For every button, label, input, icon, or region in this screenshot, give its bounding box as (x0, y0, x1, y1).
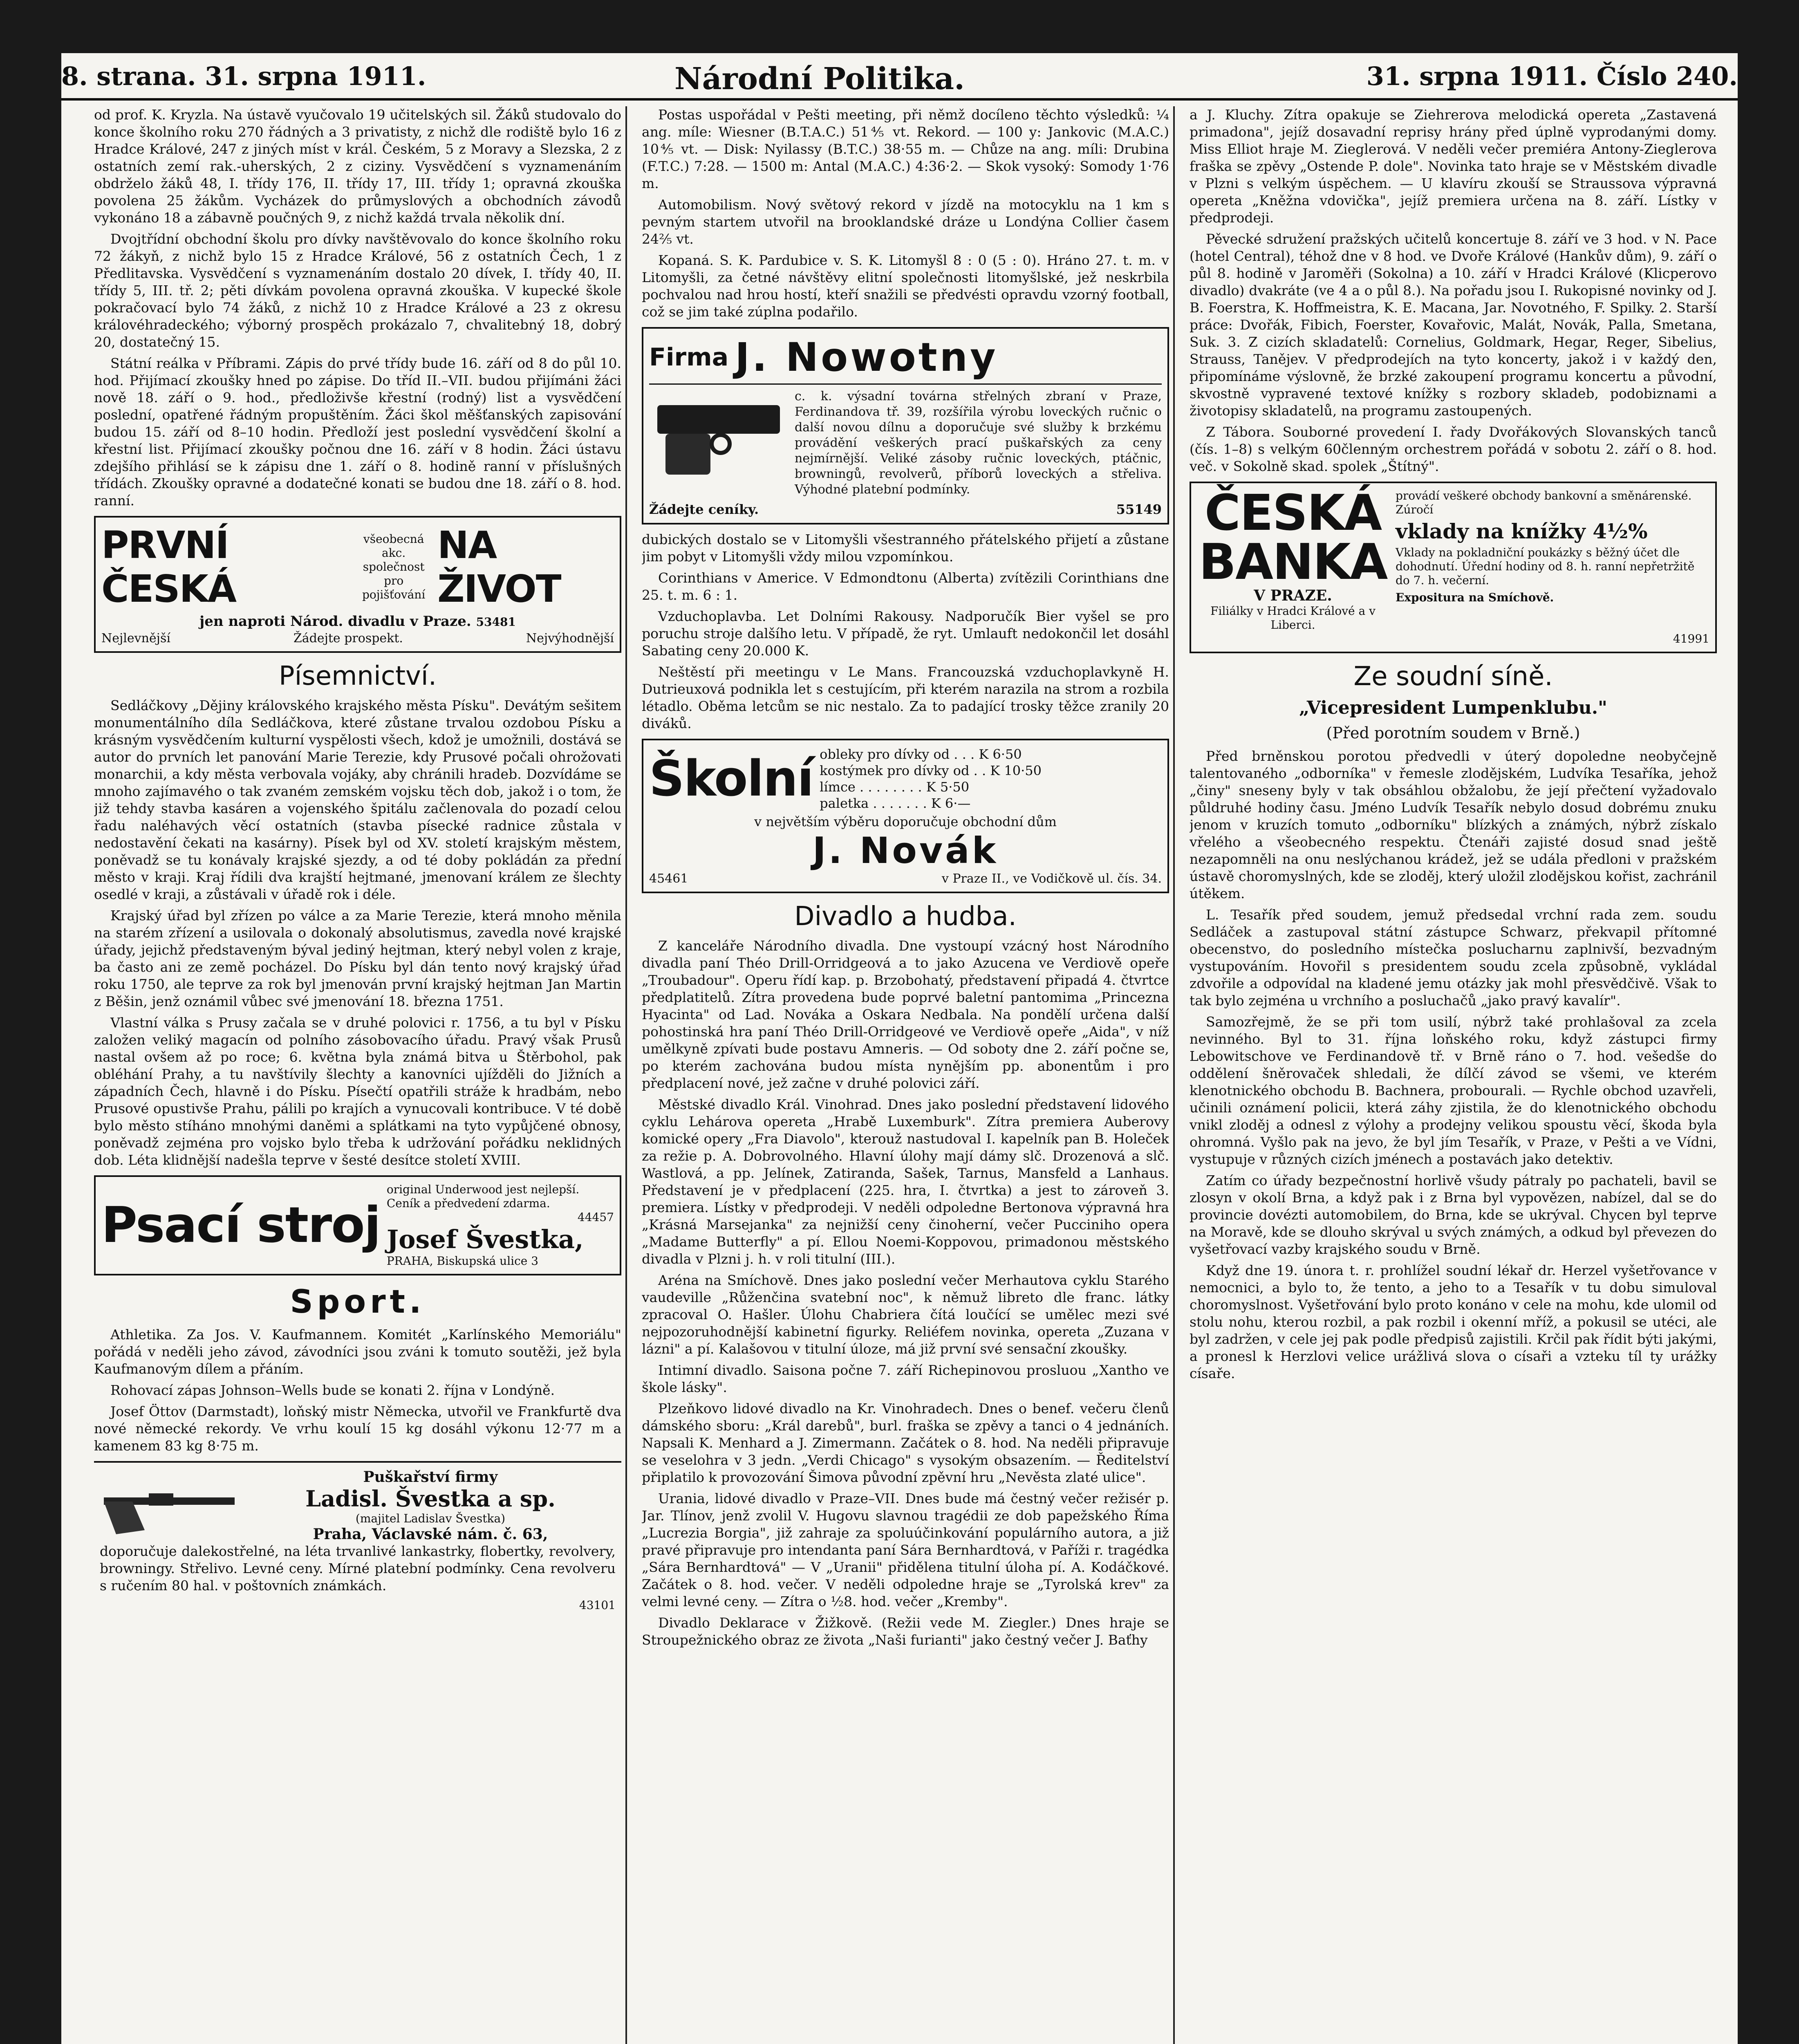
ad-address: PRAHA, Biskupská ulice 3 (386, 1254, 539, 1268)
masthead-title: Národní Politika. (674, 61, 965, 96)
article-paragraph: dubických dostalo se v Litomyšli všestranného přátelského přijetí a zůstane jim pobyt v Litomyšli vždy milou vzpomínkou. (642, 531, 1169, 565)
newspaper-page (61, 53, 1738, 2044)
column-3 (1190, 106, 1717, 2044)
ad-headline-1: ČESKÁ (1204, 485, 1382, 542)
insurance-advertisement (94, 516, 621, 653)
article-paragraph: Intimní divadlo. Saisona počne 7. září Richepinovou prosluou „Xantho ve škole lásky". (642, 1362, 1169, 1395)
rifle-illustration-icon (100, 1469, 239, 1542)
column-rule (1173, 106, 1175, 2044)
article-paragraph: Zatím co úřady bezpečnostní horlivě všudy pátraly po pachateli, bavil se zlosyn v okolí Brna, a když pak i z Brna byl vypovězen, nabízel, dal se do provincie dovézti automobilem, do Brna, kde se ukrýval. Chycen byl teprve na Moravě, kde se dlouho skrýval u svých známých, a odkud byl převezen do vyšetřovací vazby krajského soudu v Brně. (1190, 1172, 1717, 1257)
article-paragraph: Z kanceláře Národního divadla. Dne vystoupí vzácný host Národního divadla paní Théo Drill-Orridgeová a to jako Azucena ve Verdiově opeře „Troubadour". Operu řídí kap. p. Brzobohatý, představení připadá 4. čtvrtce předplatitelů. Zítra provedena bude poprvé baletní pantomima „Princezna Hyacinta" od Lad. Nováka a Oskara Nedbala. Na pondělí určena další pohostinská hra paní Théo Drill-Orridgeové ve Verdiově opeře „Aida", v níž umělkyně zpívati bude postavu Amneris. — Od soboty dne 2. září počne se, po kterém zachována budou místa nynějším pp. abonentům i pro předplacení nové, jež začne v druhé polovici září. (642, 938, 1169, 1091)
ad-address: v Praze II., ve Vodičkově ul. čís. 34. (941, 872, 1162, 886)
article-paragraph: Automobilism. Nový světový rekord v jízdě na motocyklu na 1 km s pevným startem utvořil na brooklandské dráze u Londýna Collier časem 24⅖ vt. (642, 197, 1169, 247)
article-paragraph: Dvojtřídní obchodní školu pro dívky navštěvovalo do konce školního roku 72 žákyň, z nichž bylo 15 z Hradce Králové, 56 z ostatních Čech, 1 z Předlitavska. Vysvědčení s vyznamenáním dostalo 20 dívek, I. třídy 40, II. třídy 5, III. tř. 2; pěti dívkám povolena opravná zkouška. V kupecké škole pokračovací bylo 74 žáků, z nichž 10 z Hradce Králové a 23 z okresu královéhradeckého; výborný prospěch prokázalo 7, chvalitebný 18, dobrý 20, dostatečný 15. (94, 231, 621, 350)
ad-code: 41991 (1673, 632, 1709, 645)
ad-headline-left: PRVNÍ ČESKÁ (101, 523, 236, 611)
section-heading: Písemnictví. (278, 661, 437, 691)
ad-call-to-action: Žádejte ceníky. (649, 502, 759, 517)
ad-text: Vklady na pokladniční poukázky s běžný účet dle dohodnutí. Úřední hodiny od 8. h. ranní nepřetržitě do 7. h. večerní. (1396, 546, 1695, 587)
ad-foot-middle: Žádejte prospekt. (293, 631, 403, 645)
ad-head: Puškařství firmy (363, 1468, 498, 1486)
ad-code: 44457 (577, 1210, 614, 1224)
ad-owner: (majitel Ladislav Švestka) (355, 1512, 506, 1525)
article-paragraph: Samozřejmě, že se při tom usilí, nýbrž také prohlašoval za zcela nevinného. Byl to 31. října loňského roku, když zástupci firmy Lebowitschove ve Ferdinandově tř. v Brně ráno o 7. hod. vešedše do oddělení šněrovaček shledali, že dílčí závod se všemi, ve kterém klenotnického obchodu B. Bachnera, probourali. — Rychle obchod uzavřeli, učinili oznámení policii, která záhy zjistila, že do klenotnického obchodu vnikl zloděj a odnesl z výlohy a prodejny velikou spoustu věcí, škoda byla ohromná. Vyšlo pak na jevo, že byl jím Tesařík, v Praze, v Pešti a ve Vídni, vystupuje v různých cizích jménech a postavách jako detektiv. (1190, 1014, 1717, 1167)
ad-code: 55149 (1116, 502, 1162, 517)
school-clothing-advertisement (642, 739, 1169, 893)
ad-text: c. k. výsadní továrna střelných zbraní v Praze, Ferdinandova tř. 39, rozšířila výrobu loveckých ručnic o další novou dílnu a doporučuje své služby k brzkému provádění veškerých prací puškařských za ceny nejmírnější. Veliké zásoby ručnic loveckých, ptáčnic, browningů, revolverů, příborů loveckých a střeliva. Výhodné platební podmínky. (795, 389, 1162, 497)
ad-foot-right: Nejvýhodnější (526, 631, 614, 645)
ad-address-line: jen naproti Národ. divadlu v Praze. (199, 613, 471, 630)
section-heading: Ze soudní síně. (1353, 661, 1553, 692)
price-row: límce . . . . . . . . K 5·50 (820, 779, 970, 795)
price-row: obleky pro dívky od . . . K 6·50 (820, 746, 1022, 762)
article-subtitle: (Před porotním soudem v Brně.) (1326, 724, 1580, 742)
article-paragraph: od prof. K. Kryzla. Na ústavě vyučovalo 19 učitelských sil. Žáků studovalo do konce školního roku 270 řádných a 3 privatisty, z nichž dle rodiště bylo 16 z Hradce Králové, 247 z jiných míst v král. Českém, 5 z Moravy a Slezska, 2 z ostatních zemí rak.-uherských, 2 z ciziny. Vysvědčení s vyznamenáním obdrželo žáků 48, I. třídy 176, II. třídy 17, III. třídy 1; opravná zkouška povolena 25 žákům. Vycházek do průmyslových a obchodních závodů vykonáno 18 a zábavně poučných 9, z nichž každá trvala několik dní. (94, 107, 621, 226)
ad-firm-name: Josef Švestka, (386, 1224, 584, 1254)
header-right: 31. srpna 1911. Číslo 240. (1366, 61, 1738, 91)
column-1 (94, 106, 621, 2044)
article-paragraph: a J. Kluchy. Zítra opakuje se Ziehrerova melodická opereta „Zastavená primadona", jejíž dosavadní reprisy hrány před úplně vyprodanými domy. Miss Elliot hraje M. Zieglerová. V neděli večer premiéra Antony-Zieglerova fraška se zpěvy „Ostende P. dole". Novinka tato hraje se v Městském divadle v Plzni s velkým úspěchem. — U klavíru zkouší se Straussova výpravná opereta „Kněžna vdovička", jejíž premiera určena na 8. září. Lístky v předprodeji. (1190, 107, 1717, 226)
ad-foot-left: Nejlevnější (101, 631, 170, 645)
ad-headline-right: NA ŽIVOT (437, 523, 561, 611)
article-paragraph: Aréna na Smíchově. Dnes jako poslední večer Merhautova cyklu Starého vaudeville „Růženčina svatební noc", k němuž libreto dle franc. látky zpracoval O. Hašler. Úlohu Chabriera čítá loučící se umělec mezi své nejpozoruhodnější kabinetní figurky. Reliéfem novinka, opereta „Zuzana v lázni" a pí. Kalašovou v titulní úloze, má již první své sensační zkoušky. (642, 1272, 1169, 1357)
ad-code: 45461 (649, 872, 688, 886)
ad-code: 53481 (476, 615, 516, 629)
article-paragraph: Když dne 19. února t. r. prohlížel soudní lékař dr. Herzel vyšetřovance v nemocnici, a bylo to, že tento, a jeho to a Tesařík v tu dobu simuloval choromyslnost. Vyšetřování bylo proto konáno v cele na mohu, kde ulomil od stolu nohu, kterou rozbil, a pak rozbil i okenní mříž, a pokusil se utéci, ale byl zadržen, v cele jej pak podle předpisů zajistili. Krčil pak řídit býti jakými, a pronesl k Herzlovi velice urážlivá slova o císaři a vzteku tíl ty urážky císaře. (1190, 1262, 1717, 1381)
article-paragraph: Josef Öttov (Darmstadt), loňský mistr Německa, utvořil ve Frankfurtě dva nové německé rekordy. Ve vrhu koulí 15 kg dosáhl výkonu 12·77 m a kamenem 83 kg 8·75 m. (94, 1403, 621, 1454)
article-paragraph: Vlastní válka s Prusy začala se v druhé polovici r. 1756, a tu byl v Písku založen veliký magacín od polního zásobovacího úřadu. Pravý však Prusů nastal ovšem až po roce; 6. května byla známá bitva u Štěrbohol, pak obléhání Prahy, a tu navštívily šlechty a kanovníci ujížděli do Jižních a západních Čech, hlavně i do Písku. Písečtí opatřili stráže k hradbám, nebo Prusové opustivše Prahu, pálili po krajích a vynucovali kontribuce. V té době bylo město stíháno mnohými daněmi a splátkami na tyto vypůjčené obnosy, poněvadž zejména pro vojsko bylo třeba k udržování pořádku neklidných dob. Léta klidnější nadešla teprve v šesté desítce století XVIII. (94, 1015, 621, 1168)
article-paragraph: Před brněnskou porotou předvedli v úterý dopoledne neobyčejně talentovaného „odborníka" v řemesle zlodějském, Ludvíka Tesaříka, jehož „činy" sneseny byly v tak obsáhlou obžalobu, že její přečtení vyžadovalo půldruhé hodiny času. Jméno Ludvík Tesařík nebylo dosud dobrému znuku jenom v kruzích tomuto „odborníku" blízkých a známých, nýbrž získalo vřelého a všeobecného respektu. Čtenáři zajisté dosud snad ještě nezapomněli na onu neslýchanou krádež, jež se udála předloni v pražském ústavě choromyslných, kde se zloděj, který uložil zlodějskou kořist, zachránil útěkem. (1190, 748, 1717, 901)
article-paragraph: Corinthians v Americe. V Edmondtonu (Alberta) zvítězili Corinthians dne 25. t. m. 6 : 1. (642, 570, 1169, 603)
price-row: kostýmek pro dívky od . . K 10·50 (820, 763, 1042, 778)
price-row: paletka . . . . . . . K 6·— (820, 796, 971, 811)
ad-description: všeobecná akc. společnost pro pojišťování (362, 532, 426, 601)
ad-headline-2: BANKA (1199, 534, 1387, 591)
article-paragraph: Pěvecké sdružení pražských učitelů koncertuje 8. září ve 3 hod. v N. Pace (hotel Central), téhož dne v 8 hod. ve Dvoře Králové (Hankův dům), 9. září o půl 8. hodině v Jaroměři (Sokolna) a 10. září v Hradci Králové (Klicperovo divadlo) dvakráte (ve 4 a o půl 8.). Na pořadu jsou I. Rukopisné novinky od J. B. Foerstra, K. Hoffmeistra, K. E. Macana, Jar. Novotného, F. Spilky. 2. Starší práce: Dvořák, Fibich, Foerster, Kovařovic, Malát, Novák, Palla, Smetana, Suk. 3. Z cizích skladatelů: Cornelius, Goldmark, Hegar, Reger, Sibelius, Strauss, Tanějev. V předprodejích na tyto koncerty, jakož i v každý den, připomínáme výslovně, že brzké zakoupení programu koncertu a původní, skvostně vypravené textové knížky s rozbory skladeb, podobiznami a životopisy skladatelů, na programu zastoupených. (1190, 231, 1717, 419)
article-paragraph: Státní reálka v Příbrami. Zápis do prvé třídy bude 16. září od 8 do půl 10. hod. Přijímací zkoušky hned po zápise. Do tříd II.–VII. budou přijímáni žáci nově 18. září o 9. hod., předloživše křestní (rodný) list a vysvědčení poslední, opatřené řádným propuštěním. Žáci škol měšťanských zapisování budou 15. září od 8–10 hodin. Předloží jest poslední vysvědčení školní a křestní list. Přijímací zkoušky počnou dne 16. září v 8 hodin. Žáci ústavu zdejšího přihlásí se k zápisu dne 1. září o 8. hodině ranní v příslušných třídách. Zkoušky opravné a dodatečné konati se budou dne 18. září o 8. hod. ranní. (94, 355, 621, 509)
article-paragraph: Sedláčkovy „Dějiny královského krajského města Písku". Devátým sešitem monumentálního díla Sedláčkova, které zůstane trvalou ozdobou Písku a krásným vysvědčením kulturní vyspělosti všech, kdož je umožnili, dostává se autor do prvních let panování Marie Terezie, kdy Prusové počali ohrožovati monarchii, a kdy města verbovala vojáky, aby chránili hradeb. Dozvídáme se mnoho zajímavého o tak zvaném zemském vojsku těch dob, jakož i o tom, že již tehdy stavba kasáren a vojenského špitálu začlenovala do pozadí celou řadu naléhavých věcí ostatních (stavba písecké radnice zůstala v nedostavění čekati na kasárny). Písek byl od XV. století krajským městem, poněvadž se tu konávaly krajské sjezdy, a od té doby pokládán za přední město v kraji. Kraj řídili dva krajští hejtmané, jmenovaní králem ze šlechty osedlé v kraji, a zůstávali v úřadě rok i déle. (94, 697, 621, 902)
ad-rate: vklady na knížky 4½% (1396, 519, 1648, 543)
article-paragraph: Rohovací zápas Johnson–Wells bude se konati 2. října v Londýně. (110, 1382, 555, 1398)
article-paragraph: Postas uspořádal v Pešti meeting, při němž docíleno těchto výsledků: ¼ ang. míle: Wiesner (B.T.A.C.) 51⅘ vt. Rekord. — 100 y: Jankovic (M.A.C.) 10⅘ vt. — Disk: Nyilassy (B.T.C.) 38·55 m. — Chůze na ang. míli: Drubina (F.T.C.) 7:28. — 1500 m: Antal (M.A.C.) 4:36·2. — Skok vysoký: Somody 1·76 m. (642, 107, 1169, 191)
article-paragraph: Divadlo Deklarace v Žižkově. (Režii vede M. Ziegler.) Dnes hraje se Stroupežnického obraz ze života „Naši furianti" jako čestný večer J. Baťhy (642, 1615, 1169, 1648)
ad-description: original Underwood jest nejlepší. Ceník a předvedení zdarma. (386, 1183, 580, 1210)
section-heading: Sport. (290, 1284, 426, 1320)
article-paragraph: L. Tesařík před soudem, jemuž předsedal vrchní rada zem. soudu Sedláček a zastupoval státní zástupce Schwarz, překvapil přítomné obecenstvo, do posledního místečka poslucharnu zaplnivší, bezvadným vystupováním. Hovořil s presidentem soudu zcela způsobně, vykládal zdvořile a odpovídal na kladené jemu otázky jak mohl přesvědčivě. Však to tak bylo zejména u vrchního a posluchačů „jako pravý kavalír". (1190, 907, 1717, 1009)
column-rule (625, 106, 627, 2044)
ad-branches: Filiálky v Hradci Králové a v Liberci. (1210, 604, 1376, 632)
ad-firm-name: J. Novák (812, 829, 999, 872)
article-paragraph: Z Tábora. Souborné provedení I. řady Dvořákových Slovanských tanců (čís. 1–8) s velkým 60členným orchestrem pořádá v sobotu 2. září o 8. hod. več. v Sokolně skad. spolek „Štítný". (1190, 424, 1717, 474)
article-paragraph: Neštěstí při meetingu v Le Mans. Francouzská vzduchoplavkyně H. Dutrieuxová podnikla let s cestujícím, při kterém narazila na strom a rozbila létadlo. Oběma letcům se nic nestalo. Za to padající trosky těžce zranily 20 diváků. (642, 664, 1169, 731)
firearms-advertisement (642, 327, 1169, 524)
article-paragraph: Městské divadlo Král. Vinohrad. Dnes jako poslední představení lidového cyklu Lehárova opereta „Hrabě Luxemburk". Zítra premiera Auberovy komické opery „Fra Diavolo", kterouž nastudoval I. kapelník pan B. Holeček za režie p. A. Dobrovolného. Hlavní úlohy mají dámy slč. Drozenová a slč. Wastlová, a pp. Jelínek, Zatiranda, Sašek, Tarnus, Mansfeld a Lanhaus. Představení je v předplacení (225. hra, I. čtvrtka) a jest to zároveň 3. premiera. Lístky v předprodeji. V neděli odpoledne Bertonova výpravná hra „Krásná Marsejanka" za nejnižší ceny činoherní, večer Pucciniho opera „Madame Butterfly" a pí. Ellou Noemi-Koppovou, primadonou městského divadla v Plzni j. h. v roli titulní (III.). (642, 1096, 1169, 1267)
gunsmith-advertisement (94, 1461, 621, 1618)
ad-firm-name: Ladisl. Švestka a sp. (305, 1486, 556, 1512)
article-paragraph: Krajský úřad byl zřízen po válce a za Marie Terezie, která mnoho měnila na starém zřízení a usilovala o dokonalý absolutismus, zavedla nové krajské úřady, jejichž představeným býval jediný hejtman, který nebyl volen z kraje, ba často ani ze země pocházel. Do Písku byl dán tento nový krajský úřad roku 1750, ale teprve za rok byl jmenován první krajský hejtman Jan Martin z Běšin, jenž oznámil vůbec své jmenování 18. března 1751. (94, 908, 621, 1009)
pistol-illustration-icon (649, 389, 788, 479)
article-paragraph: Kopaná. S. K. Pardubice v. S. K. Litomyšl 8 : 0 (5 : 0). Hráno 27. t. m. v Litomyšli, za četné návštěvy elitní společnosti litomyšlské, jež neskrbila pochvalou nad hrou hostí, kteří snažili se předvésti opravdu vzorný football, což se jim také zúplna podařilo. (642, 252, 1169, 320)
ad-city: V PRAZE. (1254, 587, 1332, 604)
header-left: 8. strana. 31. srpna 1911. (61, 61, 426, 91)
section-heading: Divadlo a hudba. (794, 901, 1017, 932)
ad-headline: Školní (649, 750, 813, 807)
ad-line: v největším výběru doporučuje obchodní dům (754, 814, 1057, 829)
ad-address: Praha, Václavské nám. č. 63, (313, 1526, 548, 1543)
typewriter-advertisement (94, 1175, 621, 1275)
article-paragraph: Athletika. Za Jos. V. Kaufmannem. Komitét „Karlínského Memoriálu" pořádá v neděli jeho závod, závodníci jsou zváni k tomuto soutěži, jež byla Kaufmanovým dílem a přáním. (94, 1327, 621, 1377)
column-2 (642, 106, 1169, 2044)
ad-text: provádí veškeré obchody bankovní a směnárenské. Zúročí (1396, 489, 1692, 516)
article-paragraph: Urania, lidové divadlo v Praze–VII. Dnes bude má čestný večer režisér p. Jar. Tlínov, jenž zvolil V. Hugovu slavnou tragédii ze dob papežského Říma „Lucrezia Borgia", již zahraje za spoluúčinkování populárního autora, a již pravé připravuje pro intendanta paní Sára Bernhardtová, v Paříži r. tragédka „Sára Bernhardtová" — V „Uranii" přidělena titulní úloha pí. A. Kodáčkové. Začátek o 8. hod. večer. V neděli odpoledne hraje se „Tyrolská krev" za velmi levné ceny. — Zítra o ⅟₂8. hod. večer „Kremby". (642, 1490, 1169, 1609)
article-paragraph: Vzduchoplavba. Let Dolními Rakousy. Nadporučík Bier vyšel se pro poruchu stroje dalšího letu. V případě, že ryt. Umlauft nedokončil let dosáhl Sabating ceny 20.000 K. (642, 608, 1169, 659)
ad-branch: Expositura na Smíchově. (1396, 591, 1554, 604)
article-paragraph: Plzeňkovo lidové divadlo na Kr. Vinohradech. Dnes o benef. večeru členů dámského sboru: „Král darebů", burl. fraška se zpěvy a tanci o 4 jednáních. Napsali K. Menhard a J. Zimermann. Začátek o 8. hod. Na neděli připravuje se veselohra v 3 jedn. „Verdi Chicago" s vysokým obsazením. — Ředitelství připlatilo k provozování Šimova původní zpěvní hru „Nevěsta zlaté ulice". (642, 1401, 1169, 1485)
ad-firm-name: J. Nowotny (735, 334, 998, 380)
ad-headline: Psací stroj (101, 1197, 380, 1254)
ad-code: 43101 (579, 1598, 616, 1612)
article-title: „Vicepresident Lumpenklubu." (1299, 697, 1607, 718)
bank-advertisement (1190, 482, 1717, 653)
ad-text: doporučuje dalekostřelné, na léta trvanlivé lankastrky, flobertky, revolvery, browningy. Střelivo. Levné ceny. Mírné platební podmínky. Cena revolveru s ručením 80 hal. v poštovních známkách. (100, 1543, 616, 1594)
page-header (61, 53, 1738, 101)
ad-firm-label: Firma (649, 343, 729, 372)
